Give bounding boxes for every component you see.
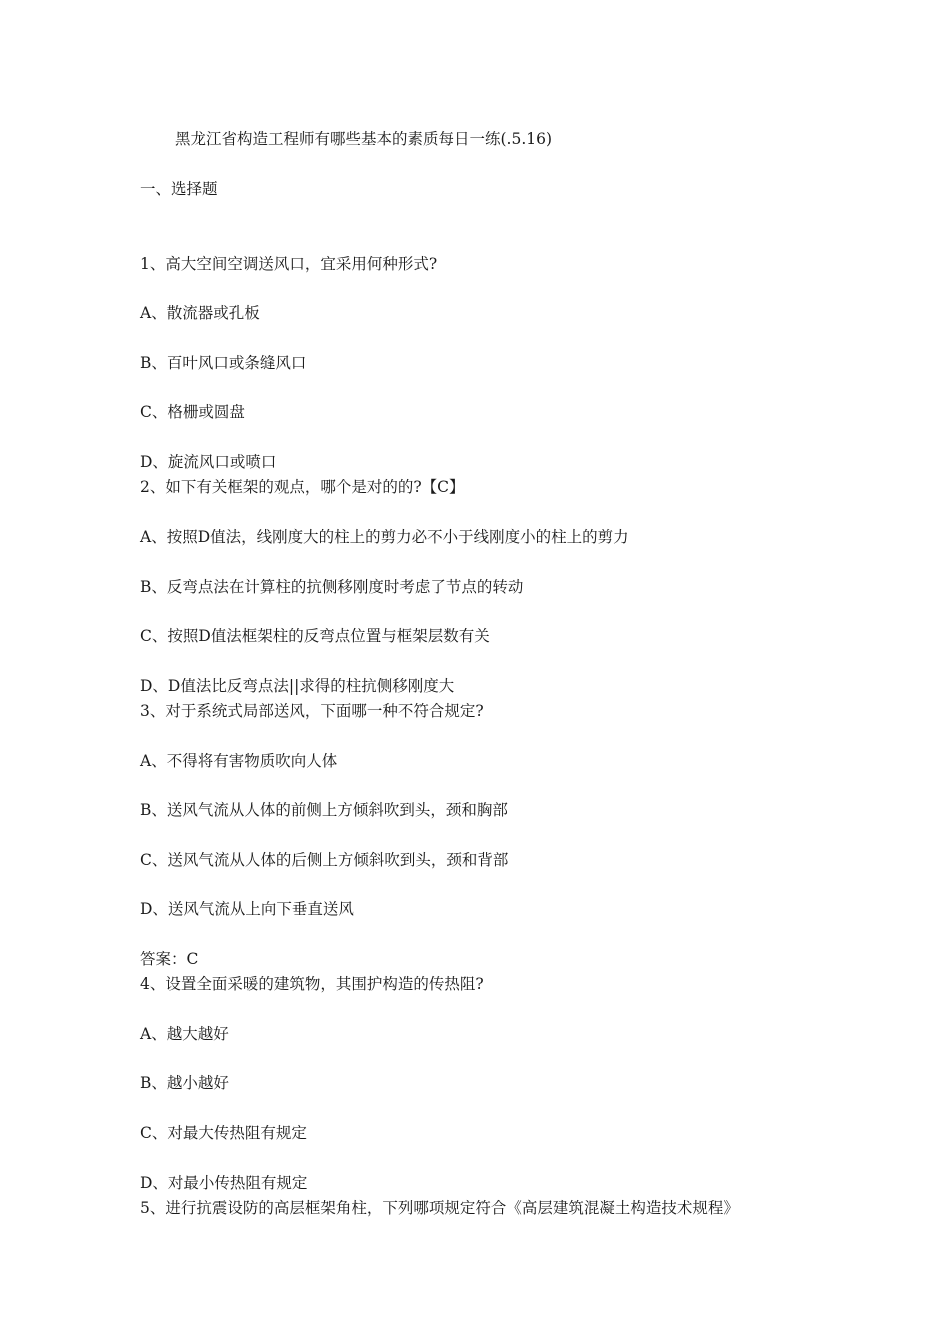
q3-option-c: C、送风气流从人体的后侧上方倾斜吹到头，颈和背部 — [140, 851, 509, 869]
q4-option-d: D、对最小传热阻有规定 — [140, 1174, 308, 1192]
question-1: 1、高大空间空调送风口，宜采用何种形式? — [140, 255, 438, 273]
question-4: 4、设置全面采暖的建筑物，其围护构造的传热阻? — [140, 975, 484, 993]
q3-answer: 答案：C — [140, 950, 199, 968]
q3-option-a: A、不得将有害物质吹向人体 — [140, 752, 338, 770]
q2-option-b: B、反弯点法在计算柱的抗侧移刚度时考虑了节点的转动 — [140, 578, 524, 596]
q4-option-b: B、越小越好 — [140, 1074, 229, 1092]
q1-option-d: D、旋流风口或喷口 — [140, 453, 277, 471]
q4-option-a: A、越大越好 — [140, 1025, 229, 1043]
q4-option-c: C、对最大传热阻有规定 — [140, 1124, 307, 1142]
q2-option-a: A、按照D值法，线刚度大的柱上的剪力必不小于线刚度小的柱上的剪力 — [140, 528, 629, 546]
q1-option-c: C、格栅或圆盘 — [140, 403, 245, 421]
q2-option-c: C、按照D值法框架柱的反弯点位置与框架层数有关 — [140, 627, 490, 645]
q3-option-b: B、送风气流从人体的前侧上方倾斜吹到头，颈和胸部 — [140, 801, 508, 819]
question-2: 2、如下有关框架的观点，哪个是对的的?【C】 — [140, 478, 465, 496]
document-title: 黑龙江省构造工程师有哪些基本的素质每日一练(.5.16) — [175, 130, 553, 148]
q3-option-d: D、送风气流从上向下垂直送风 — [140, 900, 354, 918]
section-heading: 一、选择题 — [140, 180, 218, 198]
question-3: 3、对于系统式局部送风，下面哪一种不符合规定? — [140, 702, 484, 720]
question-5: 5、进行抗震设防的高层框架角柱，下列哪项规定符合《高层建筑混凝土构造技术规程》 — [140, 1199, 739, 1217]
q1-option-a: A、散流器或孔板 — [140, 304, 260, 322]
q1-option-b: B、百叶风口或条缝风口 — [140, 354, 307, 372]
q2-option-d: D、D值法比反弯点法||求得的柱抗侧移刚度大 — [140, 677, 455, 695]
